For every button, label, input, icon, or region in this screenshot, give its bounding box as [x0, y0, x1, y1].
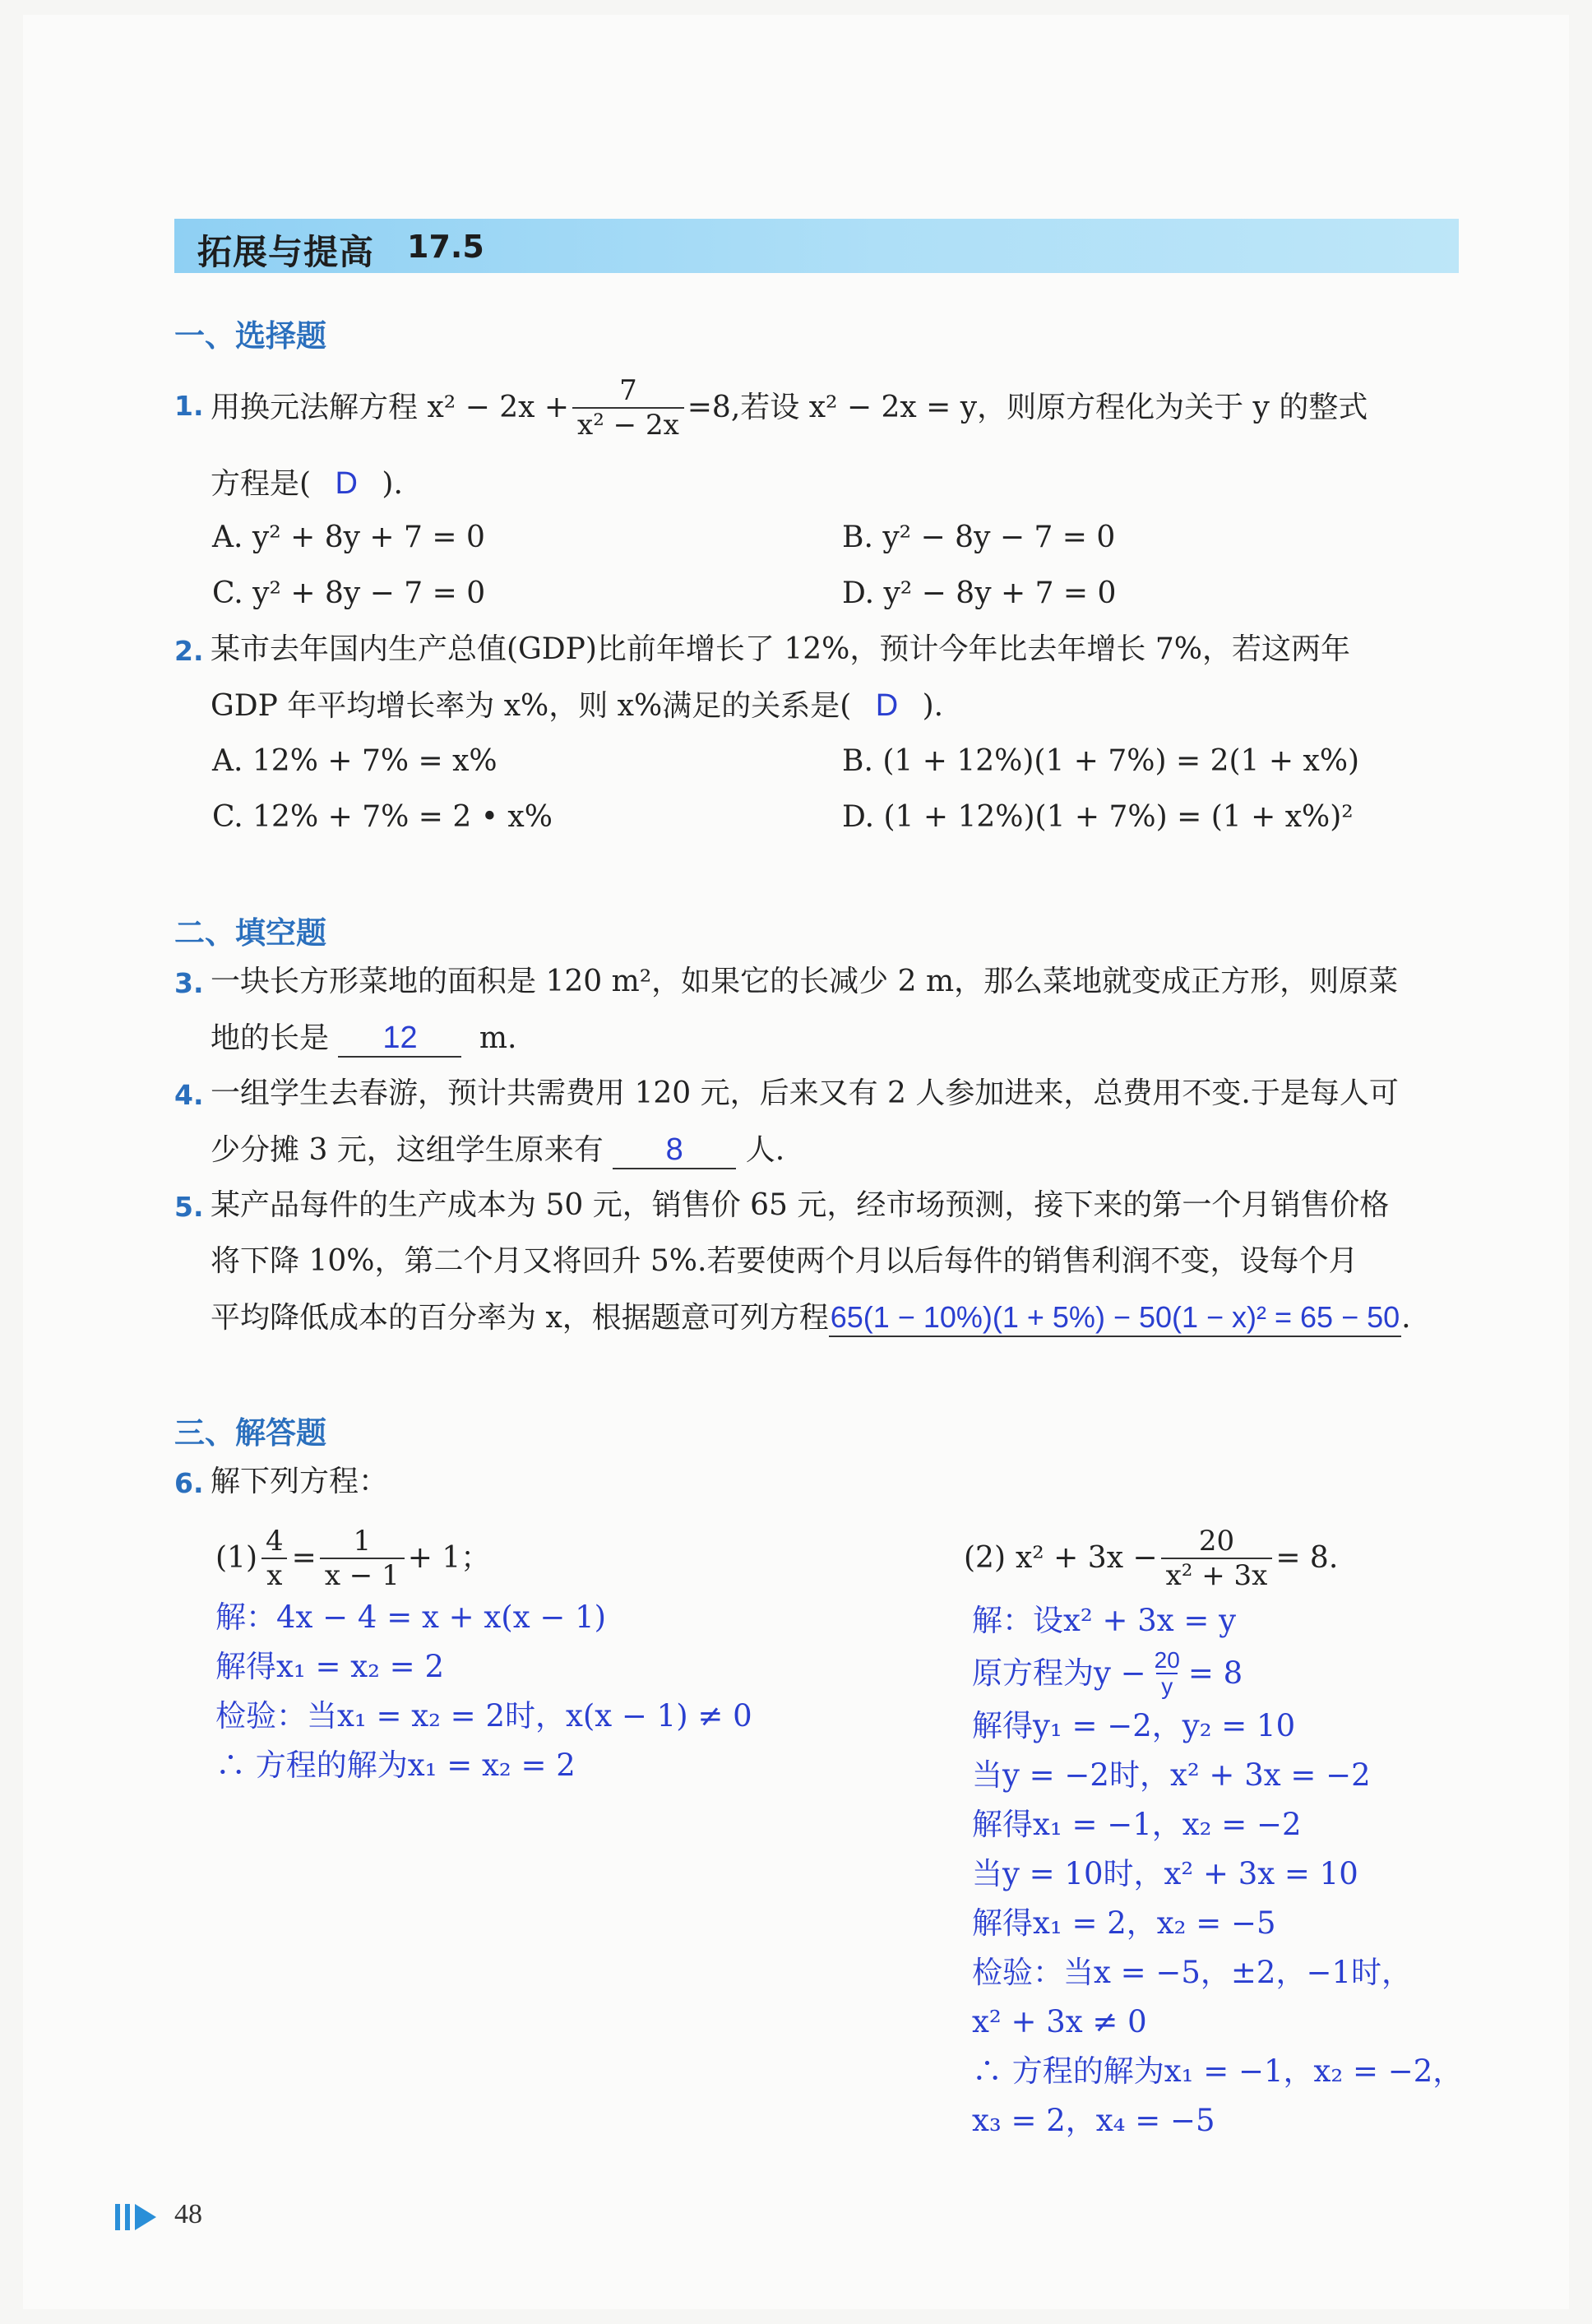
question-number: 2. — [174, 635, 204, 667]
solution-2-line: 解：设x² + 3x = y — [972, 1603, 1237, 1638]
question-5-line-3: 平均降低成本的百分率为 x，根据题意可列方程65(1 − 10%)(1 + 5%) − 50(1 − x)² = 65 − 50. — [211, 1299, 1411, 1337]
fraction: $\frac{20}{y}$ — [1154, 1647, 1180, 1699]
solution-1-line: 解得x₁ = x₂ = 2 — [215, 1649, 444, 1684]
question-6-title: 解下列方程： — [211, 1465, 389, 1498]
section-title: 拓展与提高 — [197, 232, 375, 272]
page-marker-bar — [125, 2204, 130, 2230]
solution-1-line: 检验：当x₁ = x₂ = 2时，x(x − 1) ≠ 0 — [215, 1698, 752, 1734]
solution-1-line: 解：4x − 4 = x + x(x − 1) — [215, 1599, 607, 1635]
solution-2-line: 解得x₁ = 2，x₂ = −5 — [972, 1905, 1276, 1941]
section-heading-choice: 一、选择题 — [174, 318, 326, 354]
option-a: A. y² + 8y + 7 = 0 — [212, 521, 485, 554]
solution-2-line: 解得x₁ = −1，x₂ = −2 — [972, 1807, 1302, 1842]
problem-2-equation: (2) x² + 3x − $\frac{20}{\text{x² + 3x}}$ = 8. — [964, 1525, 1339, 1592]
fraction: $\frac{7}{\text{x² − 2x}}$ — [572, 374, 684, 442]
solution-2-line: x² + 3x ≠ 0 — [972, 2004, 1147, 2039]
question-1-line-2: 方程是( D ). — [211, 466, 403, 501]
option-c: C. 12% + 7% = 2 • x% — [212, 800, 553, 834]
option-b: B. y² − 8y − 7 = 0 — [842, 521, 1116, 554]
question-5-line-2: 将下降 10%，第二个月又将回升 5%.若要使两个月以后每件的销售利润不变，设每个月 — [211, 1244, 1358, 1278]
section-heading-solve: 三、解答题 — [174, 1415, 326, 1451]
answer-text: D — [335, 466, 358, 501]
option-a: A. 12% + 7% = x% — [212, 744, 498, 778]
question-2-line-1: 某市去年国内生产总值(GDP)比前年增长了 12%，预计今年比去年增长 7%，若这两年 — [211, 632, 1350, 666]
option-d: D. y² − 8y + 7 = 0 — [842, 576, 1117, 610]
question-number: 3. — [174, 967, 204, 999]
option-d: D. (1 + 12%)(1 + 7%) = (1 + x%)² — [842, 800, 1354, 834]
question-number: 6. — [174, 1467, 204, 1499]
question-3-line-1: 一块长方形菜地的面积是 120 m²，如果它的长减少 2 m，那么菜地就变成正方形，则原菜 — [211, 965, 1399, 998]
solution-2-line: x₃ = 2，x₄ = −5 — [972, 2103, 1215, 2138]
option-c: C. y² + 8y − 7 = 0 — [212, 576, 486, 610]
question-5-line-1: 某产品每件的生产成本为 50 元，销售价 65 元，经市场预测，接下来的第一个月销售价格 — [211, 1188, 1390, 1222]
question-3-line-2: 地的长是 12 m. — [211, 1020, 517, 1058]
solution-2-line: 检验：当x = −5，±2，−1时， — [972, 1955, 1413, 1990]
solution-2-line: 解得y₁ = −2，y₂ = 10 — [972, 1708, 1296, 1743]
fraction: $\frac{4}{x}$ — [261, 1525, 289, 1592]
answer-text: D — [875, 688, 899, 723]
solution-2-line: 原方程为y − $\frac{20}{y}$ = 8 — [972, 1647, 1243, 1699]
page-marker-bar — [115, 2204, 120, 2230]
answer-blank: 8 — [613, 1132, 736, 1169]
answer-blank: 65(1 − 10%)(1 + 5%) − 50(1 − x)² = 65 − 50 — [829, 1299, 1401, 1337]
solution-2-line: ∴ 方程的解为x₁ = −1，x₂ = −2， — [972, 2053, 1464, 2089]
answer-blank: 12 — [338, 1020, 461, 1058]
question-4-line-1: 一组学生去春游，预计共需费用 120 元，后来又有 2 人参加进来，总费用不变.于是每人可 — [211, 1076, 1399, 1110]
solution-1-line: ∴ 方程的解为x₁ = x₂ = 2 — [215, 1748, 576, 1783]
fraction: $\frac{20}{\text{x² + 3x}}$ — [1161, 1525, 1273, 1592]
section-heading-fill: 二、填空题 — [174, 915, 326, 951]
option-b: B. (1 + 12%)(1 + 7%) = 2(1 + x%) — [842, 744, 1360, 778]
question-number: 5. — [174, 1191, 204, 1223]
solution-2-line: 当y = −2时，x² + 3x = −2 — [972, 1757, 1371, 1793]
page-number: 48 — [174, 2199, 202, 2229]
question-number: 1. — [174, 390, 204, 422]
question-number: 4. — [174, 1079, 204, 1111]
fraction: $\frac{1}{x - 1}$ — [320, 1525, 405, 1592]
problem-1-equation: (1) $\frac{4}{x}$ = $\frac{1}{x - 1}$ + 1； — [215, 1525, 491, 1592]
question-1-line-1: 用换元法解方程 x² − 2x + $\frac{7}{\text{x² − 2x}}$ =8,若设 x² − 2x = y，则原方程化为关于 y 的整式 — [211, 374, 1368, 442]
section-code: 17.5 — [407, 229, 484, 265]
question-4-line-2: 少分摊 3 元，这组学生原来有 8 人. — [211, 1132, 784, 1169]
page-marker-arrow-icon — [135, 2204, 156, 2230]
question-2-line-2: GDP 年平均增长率为 x%，则 x%满足的关系是( D ). — [211, 688, 944, 723]
solution-2-line: 当y = 10时，x² + 3x = 10 — [972, 1856, 1358, 1891]
